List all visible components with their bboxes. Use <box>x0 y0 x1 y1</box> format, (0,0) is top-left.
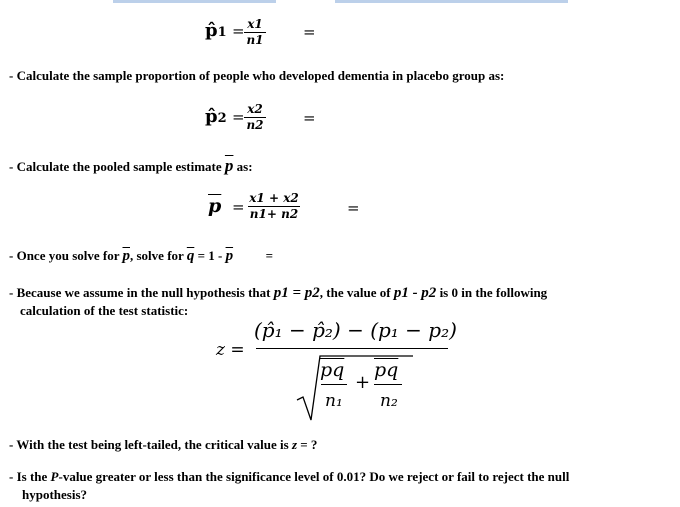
pq-bar-1: $\overline{pq}$ <box>320 359 345 381</box>
top-highlight-left <box>113 0 276 3</box>
q-bar-symbol: $\overline{q}$ <box>186 248 195 264</box>
formula2-lhs <box>205 106 227 127</box>
p-bar-symbol: $\overline{p}$ <box>224 156 234 175</box>
p-hat-symbol: p̂ <box>205 106 218 127</box>
step-placebo-proportion: - Calculate the sample proportion of people who developed dementia in placebo group as: <box>9 68 505 83</box>
plus-sign: + <box>355 372 371 393</box>
step-pooled-text: - Calculate the pooled sample estimate <box>9 159 222 174</box>
pvalue-text-a: - Is the <box>9 469 48 484</box>
null-text-line2: calculation of the test statistic: <box>20 303 189 318</box>
step-q-equals: = <box>265 248 273 263</box>
formula1-lhs <box>205 20 227 41</box>
null-text-e: is 0 in the following <box>439 285 548 300</box>
fraction-denominator: n1 <box>246 33 264 47</box>
step-q-mid: , solve for <box>130 248 184 263</box>
formula3-fraction <box>248 192 300 221</box>
critical-rest: = ? <box>300 437 318 452</box>
null-equality: p1 = p2 <box>273 285 320 301</box>
null-text-a: - Because we assume in the null hypothesis that <box>9 285 271 300</box>
subscript: 2 <box>217 111 227 126</box>
formula1-result-equals: = <box>303 23 316 41</box>
pq-bar-2: $\overline{pq}$ <box>374 359 399 381</box>
z-lhs: z = <box>216 340 245 360</box>
n2-denominator: n₂ <box>380 391 398 411</box>
step-pooled-estimate <box>9 156 253 176</box>
inner-fraction-bar-1 <box>321 384 347 385</box>
p-bar-symbol: $\overline{p}$ <box>122 248 130 264</box>
p-bar-symbol: $\overline{p}$ <box>225 248 234 264</box>
z-fraction-bar <box>256 348 448 349</box>
formula1-equals: = <box>232 22 245 40</box>
fraction-numerator: x2 <box>247 102 263 116</box>
step-q-prefix: - Once you solve for <box>9 248 120 263</box>
formula2-equals: = <box>232 108 245 126</box>
pvalue-text-line2: hypothesis? <box>22 487 88 502</box>
null-difference: p1 - p2 <box>393 285 437 301</box>
subscript: 1 <box>217 25 227 40</box>
z-symbol: z <box>291 437 298 452</box>
formula3-lhs: $\overline{p}$ <box>208 195 222 217</box>
step-critical-value <box>9 437 317 453</box>
formula3-result-equals: = <box>347 199 360 217</box>
inner-fraction-bar-2 <box>374 384 402 385</box>
formula2-result-equals: = <box>303 109 316 127</box>
fraction-numerator: x1 + x2 <box>249 191 299 205</box>
step-solve-q <box>9 248 273 265</box>
critical-text: - With the test being left-tailed, the critical value is <box>9 437 289 452</box>
step-null-hypothesis <box>9 285 547 302</box>
null-text-c: , the value of <box>319 285 391 300</box>
fraction-numerator: x1 <box>247 17 263 31</box>
z-numerator: (p̂₁ − p̂₂) − (p₁ − p₂) <box>254 318 457 342</box>
formula2-fraction <box>244 103 266 132</box>
pvalue-p: P <box>50 469 59 484</box>
step-pooled-suffix: as: <box>236 159 253 174</box>
pvalue-text-b: -value greater or less than the significance level of 0.01? Do we reject or fail to reject the null <box>58 469 570 484</box>
n1-denominator: n₁ <box>325 391 343 411</box>
fraction-denominator: n1+ n2 <box>249 207 299 221</box>
formula1-fraction <box>244 18 266 47</box>
fraction-denominator: n2 <box>246 118 264 132</box>
step-q-rest: = 1 - <box>197 248 223 263</box>
formula3-equals: = <box>232 198 245 216</box>
step-p-value <box>9 469 569 485</box>
p-hat-symbol: p̂ <box>205 20 218 41</box>
top-highlight-right <box>335 0 568 3</box>
